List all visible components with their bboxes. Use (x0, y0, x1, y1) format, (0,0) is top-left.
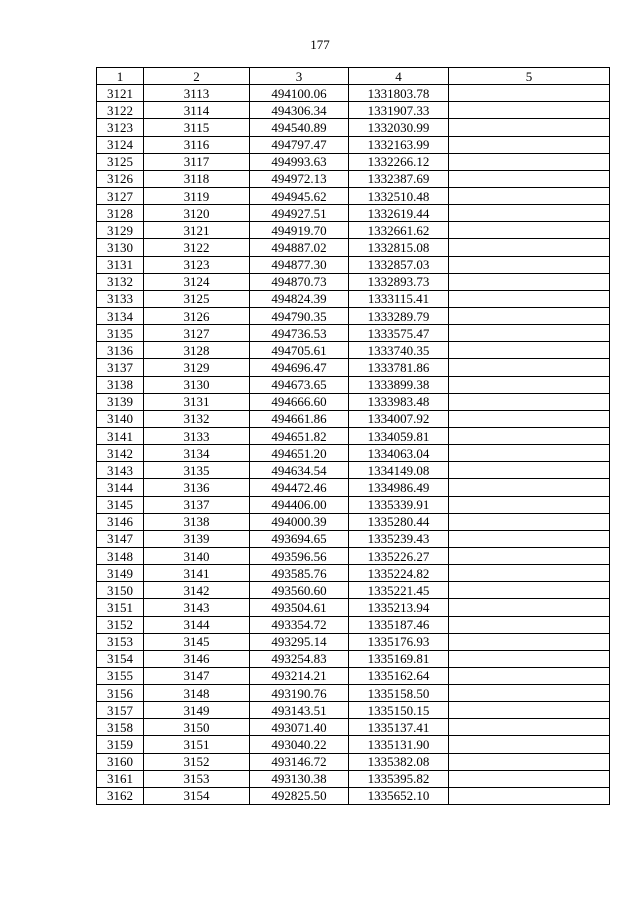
table-row (97, 719, 610, 736)
table-cell: 3162 (97, 787, 144, 804)
table-cell: 3140 (97, 410, 144, 427)
table-cell: 494945.62 (250, 187, 349, 204)
table-cell: 3154 (144, 787, 250, 804)
table-row (97, 496, 610, 513)
table-cell (449, 685, 610, 702)
table-cell: 1335224.82 (349, 565, 449, 582)
table-row (97, 530, 610, 547)
table-cell: 493585.76 (250, 565, 349, 582)
table-cell: 1335280.44 (349, 513, 449, 530)
table-cell (449, 359, 610, 376)
table-cell: 3147 (144, 667, 250, 684)
table-cell: 494972.13 (250, 170, 349, 187)
table-cell: 494100.06 (250, 85, 349, 102)
table-cell: 1332619.44 (349, 205, 449, 222)
table-cell: 494306.34 (250, 102, 349, 119)
table-cell: 3133 (97, 290, 144, 307)
table-cell (449, 719, 610, 736)
table-row (97, 136, 610, 153)
table-cell: 3150 (97, 582, 144, 599)
table-cell: 3136 (97, 342, 144, 359)
table-row (97, 222, 610, 239)
table-cell: 1335226.27 (349, 547, 449, 564)
table-cell: 494661.86 (250, 410, 349, 427)
table-cell: 494673.65 (250, 376, 349, 393)
table-cell: 494666.60 (250, 393, 349, 410)
column-header: 4 (349, 68, 449, 85)
table-cell: 1332030.99 (349, 119, 449, 136)
table-cell: 3159 (97, 736, 144, 753)
table-cell: 3139 (144, 530, 250, 547)
table-row (97, 239, 610, 256)
table-cell: 3139 (97, 393, 144, 410)
table-cell: 3151 (144, 736, 250, 753)
table-cell (449, 616, 610, 633)
table-cell: 1333740.35 (349, 342, 449, 359)
table-cell (449, 342, 610, 359)
table-cell: 3134 (97, 307, 144, 324)
table-cell (449, 736, 610, 753)
table-row (97, 119, 610, 136)
table-cell: 3132 (144, 410, 250, 427)
table-cell: 494877.30 (250, 256, 349, 273)
table-row (97, 359, 610, 376)
table-cell: 1332893.73 (349, 273, 449, 290)
table-cell: 3158 (97, 719, 144, 736)
table-row (97, 187, 610, 204)
table-cell: 1335137.41 (349, 719, 449, 736)
table-cell: 3137 (144, 496, 250, 513)
table-cell: 3136 (144, 479, 250, 496)
table-cell (449, 205, 610, 222)
table-cell: 3157 (97, 702, 144, 719)
table-cell: 3135 (144, 462, 250, 479)
table-cell: 494705.61 (250, 342, 349, 359)
table-cell: 1332815.08 (349, 239, 449, 256)
table-cell: 3146 (144, 650, 250, 667)
table-cell: 1333289.79 (349, 307, 449, 324)
table-cell (449, 753, 610, 770)
table-cell: 3141 (97, 427, 144, 444)
table-cell: 493694.65 (250, 530, 349, 547)
table-cell: 1335339.91 (349, 496, 449, 513)
table-cell: 3116 (144, 136, 250, 153)
table-cell: 493354.72 (250, 616, 349, 633)
table-cell (449, 702, 610, 719)
table-cell: 3153 (97, 633, 144, 650)
table-cell (449, 427, 610, 444)
coordinates-table (96, 67, 610, 805)
table-cell: 3127 (144, 325, 250, 342)
table-cell (449, 565, 610, 582)
table-cell (449, 530, 610, 547)
table-cell: 493146.72 (250, 753, 349, 770)
table-row (97, 307, 610, 324)
table-row (97, 376, 610, 393)
table-row (97, 650, 610, 667)
table-cell: 3135 (97, 325, 144, 342)
table-row (97, 667, 610, 684)
table-cell: 1335176.93 (349, 633, 449, 650)
table-row (97, 479, 610, 496)
table-row (97, 445, 610, 462)
table-cell: 1335382.08 (349, 753, 449, 770)
table-cell: 3140 (144, 547, 250, 564)
table-cell: 3149 (97, 565, 144, 582)
table-cell: 3117 (144, 153, 250, 170)
table-row (97, 170, 610, 187)
table-row (97, 393, 610, 410)
table-row (97, 753, 610, 770)
table-cell: 3137 (97, 359, 144, 376)
table-cell: 3152 (97, 616, 144, 633)
table-cell: 3122 (144, 239, 250, 256)
table-cell: 3129 (144, 359, 250, 376)
table-cell (449, 273, 610, 290)
table-cell: 494406.00 (250, 496, 349, 513)
table-row (97, 702, 610, 719)
table-cell: 1335169.81 (349, 650, 449, 667)
table-row (97, 685, 610, 702)
table-cell: 3125 (97, 153, 144, 170)
table-cell: 3160 (97, 753, 144, 770)
table-cell (449, 119, 610, 136)
table-cell: 493130.38 (250, 770, 349, 787)
table-cell (449, 222, 610, 239)
table-row (97, 582, 610, 599)
table-cell: 3118 (144, 170, 250, 187)
table-cell: 494472.46 (250, 479, 349, 496)
table-cell: 3125 (144, 290, 250, 307)
table-cell: 3130 (144, 376, 250, 393)
table-row (97, 153, 610, 170)
table-cell: 3132 (97, 273, 144, 290)
table-cell (449, 325, 610, 342)
table-cell: 3121 (144, 222, 250, 239)
table-cell: 3128 (144, 342, 250, 359)
table-cell: 494696.47 (250, 359, 349, 376)
table-cell: 3144 (144, 616, 250, 633)
table-cell: 494824.39 (250, 290, 349, 307)
table-row (97, 770, 610, 787)
table-cell: 1333983.48 (349, 393, 449, 410)
table-cell (449, 513, 610, 530)
table-cell: 1334149.08 (349, 462, 449, 479)
table-cell: 1335162.64 (349, 667, 449, 684)
table-cell (449, 599, 610, 616)
table-cell: 3119 (144, 187, 250, 204)
table-cell: 3155 (97, 667, 144, 684)
table-cell: 1335131.90 (349, 736, 449, 753)
table-cell (449, 445, 610, 462)
table-cell: 493143.51 (250, 702, 349, 719)
table-cell: 3152 (144, 753, 250, 770)
table-cell: 1333899.38 (349, 376, 449, 393)
table-cell (449, 787, 610, 804)
table-cell: 3123 (144, 256, 250, 273)
table-cell: 1335150.15 (349, 702, 449, 719)
table-cell: 1335158.50 (349, 685, 449, 702)
table-row (97, 616, 610, 633)
table-cell: 3161 (97, 770, 144, 787)
table-cell (449, 290, 610, 307)
table-cell: 493504.61 (250, 599, 349, 616)
table-row (97, 410, 610, 427)
table-cell: 3153 (144, 770, 250, 787)
column-header: 1 (97, 68, 144, 85)
table-cell: 493040.22 (250, 736, 349, 753)
table-cell: 494000.39 (250, 513, 349, 530)
table-cell: 494887.02 (250, 239, 349, 256)
table-cell (449, 393, 610, 410)
table-cell (449, 582, 610, 599)
table-row (97, 325, 610, 342)
table-cell (449, 547, 610, 564)
table-cell (449, 376, 610, 393)
table-cell: 3120 (144, 205, 250, 222)
table-cell: 3130 (97, 239, 144, 256)
table-row (97, 427, 610, 444)
table-cell: 3131 (97, 256, 144, 273)
table-cell: 494797.47 (250, 136, 349, 153)
table-cell: 3156 (97, 685, 144, 702)
table-row (97, 513, 610, 530)
table-cell: 3126 (97, 170, 144, 187)
table-cell: 3124 (144, 273, 250, 290)
table-cell: 493214.21 (250, 667, 349, 684)
table-cell: 493596.56 (250, 547, 349, 564)
table-cell: 3138 (144, 513, 250, 530)
table-cell: 1335239.43 (349, 530, 449, 547)
table-cell: 1332266.12 (349, 153, 449, 170)
table-body (97, 85, 610, 805)
table-cell: 494790.35 (250, 307, 349, 324)
table-cell: 1332857.03 (349, 256, 449, 273)
table-cell (449, 667, 610, 684)
table-cell: 3127 (97, 187, 144, 204)
table-cell: 3134 (144, 445, 250, 462)
table-cell: 3113 (144, 85, 250, 102)
table-cell: 493254.83 (250, 650, 349, 667)
table-cell: 3143 (97, 462, 144, 479)
table-cell: 3121 (97, 85, 144, 102)
table-cell: 3146 (97, 513, 144, 530)
table-cell: 1333781.86 (349, 359, 449, 376)
table-cell: 3147 (97, 530, 144, 547)
table-cell: 1335187.46 (349, 616, 449, 633)
table-cell (449, 170, 610, 187)
table-cell (449, 307, 610, 324)
table-cell (449, 153, 610, 170)
table-cell (449, 650, 610, 667)
table-row (97, 256, 610, 273)
table-row (97, 599, 610, 616)
table-cell: 3151 (97, 599, 144, 616)
table-cell: 1334007.92 (349, 410, 449, 427)
table-cell: 3131 (144, 393, 250, 410)
table-cell: 3142 (97, 445, 144, 462)
table-cell: 1333115.41 (349, 290, 449, 307)
table-cell: 493560.60 (250, 582, 349, 599)
table-cell: 3149 (144, 702, 250, 719)
table-cell: 1332661.62 (349, 222, 449, 239)
table-row (97, 290, 610, 307)
table-row (97, 205, 610, 222)
table-cell: 3148 (144, 685, 250, 702)
table-row (97, 787, 610, 804)
table-cell: 3150 (144, 719, 250, 736)
table-cell: 3124 (97, 136, 144, 153)
table-cell: 494736.53 (250, 325, 349, 342)
table-cell: 1334063.04 (349, 445, 449, 462)
table-row (97, 462, 610, 479)
column-header: 2 (144, 68, 250, 85)
table-cell: 1331907.33 (349, 102, 449, 119)
table-cell: 494651.82 (250, 427, 349, 444)
table-cell (449, 136, 610, 153)
column-header: 3 (250, 68, 349, 85)
table-cell: 493190.76 (250, 685, 349, 702)
table-cell: 1335395.82 (349, 770, 449, 787)
column-header: 5 (449, 68, 610, 85)
table-cell: 1334059.81 (349, 427, 449, 444)
table-cell (449, 496, 610, 513)
table-cell: 494870.73 (250, 273, 349, 290)
table-cell: 1332387.69 (349, 170, 449, 187)
table-cell: 3154 (97, 650, 144, 667)
table-cell: 1331803.78 (349, 85, 449, 102)
table-row (97, 85, 610, 102)
table-header-row (97, 68, 610, 85)
table-row (97, 102, 610, 119)
table-cell: 1332510.48 (349, 187, 449, 204)
table-cell: 493071.40 (250, 719, 349, 736)
table-cell: 1335213.94 (349, 599, 449, 616)
table-cell: 3123 (97, 119, 144, 136)
table-cell: 493295.14 (250, 633, 349, 650)
table-cell: 3129 (97, 222, 144, 239)
table-cell: 494993.63 (250, 153, 349, 170)
table-cell: 3145 (97, 496, 144, 513)
table-cell: 1335652.10 (349, 787, 449, 804)
table-cell: 3133 (144, 427, 250, 444)
table-cell: 494634.54 (250, 462, 349, 479)
table-row (97, 273, 610, 290)
table-cell (449, 239, 610, 256)
table-row (97, 736, 610, 753)
table-row (97, 342, 610, 359)
table-cell: 3144 (97, 479, 144, 496)
table-cell: 3148 (97, 547, 144, 564)
table-cell (449, 102, 610, 119)
table-cell: 3138 (97, 376, 144, 393)
table-cell: 1334986.49 (349, 479, 449, 496)
table-cell (449, 410, 610, 427)
table-cell: 494927.51 (250, 205, 349, 222)
table-cell: 492825.50 (250, 787, 349, 804)
table-cell: 3142 (144, 582, 250, 599)
table-cell: 1333575.47 (349, 325, 449, 342)
table-row (97, 547, 610, 564)
table-cell: 3122 (97, 102, 144, 119)
table-cell: 3114 (144, 102, 250, 119)
table-cell: 3145 (144, 633, 250, 650)
table-cell (449, 770, 610, 787)
table-cell: 3128 (97, 205, 144, 222)
table-cell: 3143 (144, 599, 250, 616)
table-cell: 3141 (144, 565, 250, 582)
table-cell (449, 256, 610, 273)
table-cell: 3126 (144, 307, 250, 324)
table-cell (449, 633, 610, 650)
table-cell (449, 479, 610, 496)
table-cell: 494919.70 (250, 222, 349, 239)
table-cell: 494651.20 (250, 445, 349, 462)
table-cell (449, 187, 610, 204)
table-row (97, 633, 610, 650)
page-number: 177 (310, 37, 330, 52)
table-cell: 1332163.99 (349, 136, 449, 153)
table-cell: 3115 (144, 119, 250, 136)
table-cell: 1335221.45 (349, 582, 449, 599)
table-cell (449, 462, 610, 479)
table-row (97, 565, 610, 582)
table-cell: 494540.89 (250, 119, 349, 136)
table-cell (449, 85, 610, 102)
